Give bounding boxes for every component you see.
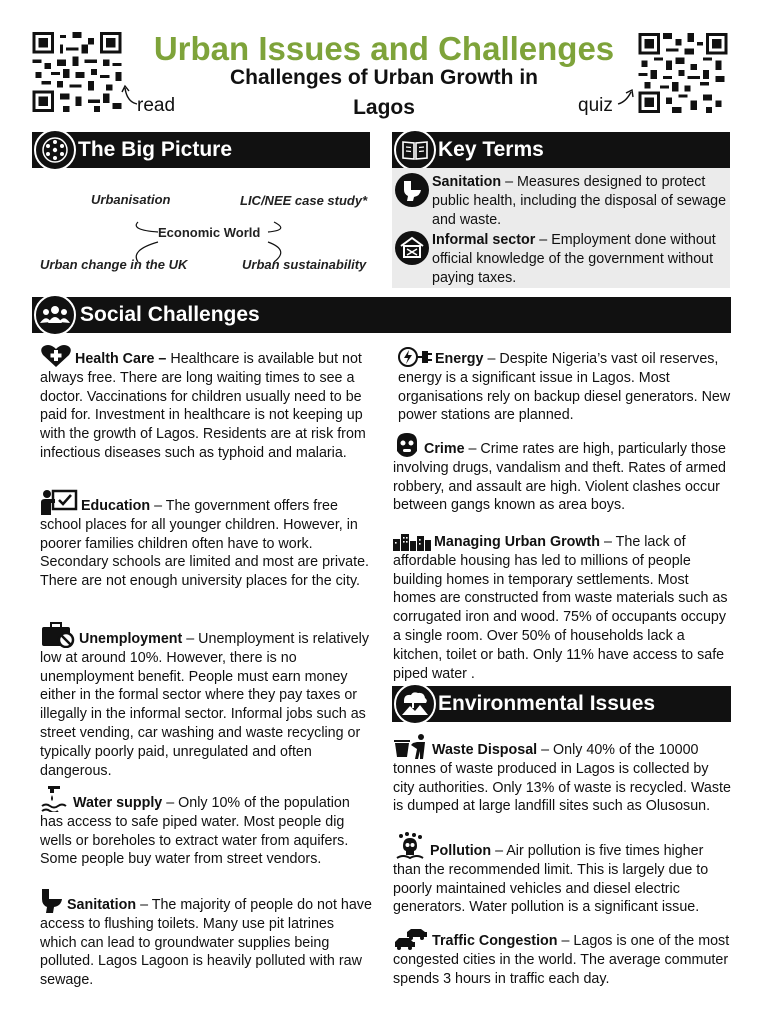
- section-text: – The majority of people do not have access to flushing toilets. Many use pit latrines which can lead to groundwater supplies being polluted. Lagos Lagoon is heavily polluted with raw sewage.: [40, 897, 372, 989]
- city-skyline-icon: [393, 531, 431, 551]
- teacher-board-icon: [40, 489, 78, 515]
- health-care-section: [40, 344, 372, 463]
- section-text: – Air pollution is five times higher than the recommended limit. This is largely due to poorly maintained vehicles and diesel electric generators. Water pollution is a significant issue.: [393, 843, 709, 916]
- section-text: – Despite Nigeria’s vast oil reserves, energy is a significant issue in Lagos. Most organisations rely on backup diesel generators. New power stations are planned.: [398, 351, 731, 424]
- energy-section: [398, 344, 732, 425]
- toilet-icon: [40, 888, 64, 914]
- skull-pollution-icon: [393, 832, 427, 860]
- section-text: – The lack of affordable housing has led to millions of people building homes in temporary settlements. Most homes are constructed from waste materials such as corrugated iron and wood. 75% of occupants occupy a single room. Over 50% of households lack a kitchen, toilet or bath. Only 11% have access to safe piped water .: [393, 534, 728, 682]
- section-text: – Crime rates are high, particularly those involving drugs, vandalism and theft. Rates of armed robbery, and assault are high. Violent clashes occur between gangs known as area boys.: [393, 441, 726, 514]
- read-arrow-icon: [121, 84, 139, 106]
- quiz-arrow-icon: [616, 88, 636, 108]
- quiz-label: quiz: [578, 95, 613, 116]
- section-text: Healthcare is available but not always free. There are long waiting times to see a doctor. Vaccinations for children usually need to be paid for. Investment in healthcare is not keeping up with the growth of Lagos. Residents are at risk from infectious diseases such as typhoid and malaria.: [40, 351, 366, 461]
- key-term-title: Sanitation: [432, 174, 502, 190]
- traffic-congestion-section: [393, 928, 732, 988]
- page-title: Urban Issues and Challenges: [153, 30, 615, 67]
- waste-disposal-section: [393, 733, 732, 816]
- page-subtitle: Challenges of Urban Growth in Lagos: [229, 66, 539, 119]
- managing-urban-growth-section: [393, 531, 732, 683]
- informal-shack-icon: [395, 231, 429, 265]
- section-text: – Only 10% of the population has access to safe piped water. Most people dig wells or boreholes to extract water from aquifers. Some people buy water from street vendors.: [40, 795, 350, 868]
- node-economic-world: Economic World: [158, 225, 261, 240]
- key-term-title: Informal sector: [432, 232, 536, 248]
- section-text: – Lagos is one of the most congested cities in the world. The average commuter spends 3 hours in traffic each day.: [393, 933, 730, 987]
- sanitation-section: [40, 888, 372, 990]
- key-terms-header: [392, 132, 730, 168]
- section-title: Pollution: [430, 843, 492, 859]
- section-title: Energy: [435, 351, 484, 367]
- quiz-qr-code[interactable]: [638, 33, 728, 113]
- energy-plug-icon: [398, 344, 432, 368]
- section-text: – Only 40% of the 10000 tonnes of waste produced in Lagos is collected by city authorities. Only 13% of waste is recycled. Waste is dumped at large landfill sites such as Olusosun.: [393, 742, 731, 815]
- environmental-issues-header: [392, 686, 731, 722]
- medical-heart-icon: [40, 344, 72, 368]
- water-tap-icon: [40, 784, 70, 812]
- key-terms-title: Key Terms: [438, 138, 544, 161]
- section-title: Sanitation: [67, 897, 137, 913]
- network-icon: [34, 129, 76, 171]
- section-title: Water supply: [73, 795, 163, 811]
- node-urban-change-uk: Urban change in the UK: [40, 257, 188, 272]
- section-title: Waste Disposal: [432, 742, 538, 758]
- section-title: Unemployment: [79, 631, 183, 647]
- qr-code-graphic: [638, 33, 728, 113]
- key-term-informal-sector: [432, 231, 730, 287]
- social-challenges-header: [32, 297, 731, 333]
- polluted-landscape-icon: [394, 683, 436, 725]
- node-urban-sustainability: Urban sustainability: [242, 257, 367, 272]
- briefcase-blocked-icon: [40, 622, 76, 648]
- node-urbanisation: Urbanisation: [91, 192, 171, 207]
- node-lic-nee-case-study: LIC/NEE case study*: [240, 193, 368, 208]
- key-term-definition: – Measures designed to protect public health, including the disposal of sewage and waste.: [432, 174, 727, 228]
- section-title: Health Care –: [75, 351, 167, 367]
- crime-section: [393, 432, 732, 515]
- key-term-sanitation: [432, 173, 730, 229]
- section-title: Education: [81, 498, 151, 514]
- key-term-definition: – Employment done without official knowledge of the government without paying taxes.: [432, 232, 716, 286]
- education-section: [40, 489, 372, 591]
- masked-criminal-icon: [393, 432, 421, 458]
- read-label: read: [137, 95, 176, 116]
- book-icon: [394, 129, 436, 171]
- toilet-icon: [395, 173, 429, 207]
- section-text: – Unemployment is relatively low at around 10%. However, there is no unemployment benefit. People must earn money either in the formal sector where they pay taxes or illegally in the informal sector. Informal jobs such as street vending, car washing and waste recycling or typically poorly paid, unregulated and often dangerous.: [40, 631, 370, 779]
- traffic-cars-icon: [393, 928, 429, 950]
- unemployment-section: [40, 622, 372, 780]
- section-title: Traffic Congestion: [432, 933, 558, 949]
- read-qr-code[interactable]: [32, 32, 122, 112]
- people-group-icon: [34, 294, 76, 336]
- big-picture-header: [32, 132, 370, 168]
- big-picture-title: The Big Picture: [78, 138, 233, 161]
- section-title: Managing Urban Growth: [434, 534, 600, 550]
- qr-code-graphic: [32, 32, 122, 112]
- pollution-section: [393, 832, 732, 917]
- waste-bin-person-icon: [393, 733, 429, 759]
- water-supply-section: [40, 784, 372, 869]
- section-text: – The government offers free school places for all younger children. However, in poorer families children often have to work. Secondary schools are limited and most are private. There are not enough university places for the city.: [40, 498, 369, 590]
- section-title: Crime: [424, 441, 465, 457]
- environmental-issues-title: Environmental Issues: [438, 692, 656, 715]
- social-challenges-title: Social Challenges: [80, 303, 260, 326]
